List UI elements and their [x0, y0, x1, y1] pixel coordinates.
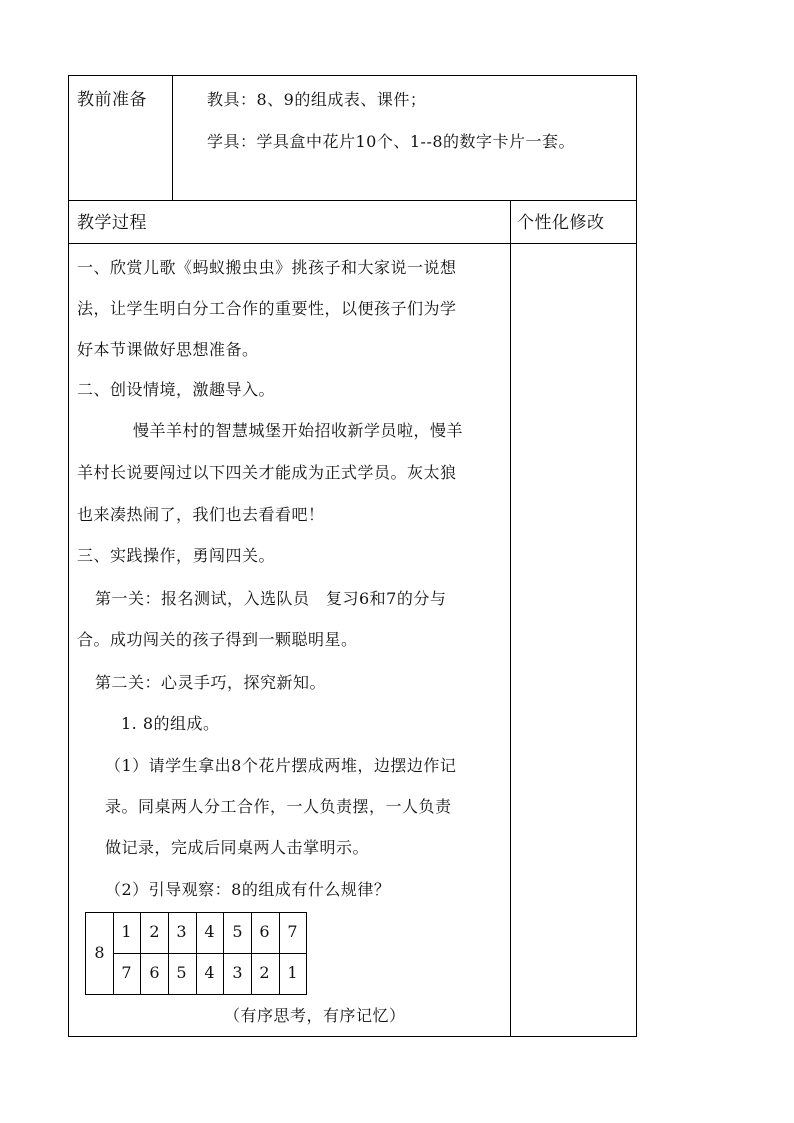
body-line: （2）引导观察：8的组成有什么规律？ — [105, 880, 391, 899]
side-header: 个性化修改 — [517, 213, 605, 233]
comp-bottom-cell: 3 — [232, 963, 243, 982]
body-line: 法，让学生明白分工合作的重要性，以便孩子们为学 — [77, 299, 457, 318]
table-border-top — [68, 75, 636, 76]
body-line: 1. 8的组成。 — [121, 714, 220, 733]
body-line: 慢羊羊村的智慧城堡开始招收新学员啦，慢羊 — [133, 421, 464, 440]
comp-line-v8 — [306, 912, 307, 995]
comp-bottom-cell: 2 — [259, 963, 270, 982]
prep-label: 教前准备 — [77, 90, 147, 110]
comp-top-cell: 4 — [204, 922, 215, 941]
body-line: 合。成功闯关的孩子得到一颗聪明星。 — [77, 630, 358, 649]
comp-top-cell: 2 — [149, 922, 160, 941]
table-border-right — [636, 75, 637, 1037]
comp-bottom-cell: 4 — [204, 963, 215, 982]
body-line: 录。同桌两人分工合作，一人负责摆，一人负责 — [105, 797, 452, 816]
table-border-row1 — [68, 200, 636, 201]
body-line: 好本节课做好思想准备。 — [77, 340, 259, 359]
comp-bottom-cell: 6 — [149, 963, 160, 982]
body-line: 二、创设情境，激趣导入。 — [77, 380, 276, 399]
table-border-bottom — [68, 1036, 636, 1037]
comp-bottom-cell: 7 — [121, 963, 132, 982]
comp-bottom-cell: 1 — [287, 963, 298, 982]
process-header: 教学过程 — [77, 213, 147, 233]
comp-bottom-cell: 5 — [176, 963, 187, 982]
comp-line-mid — [113, 953, 307, 954]
body-line: 也来凑热闹了，我们也去看看吧！ — [77, 505, 325, 524]
body-line: 羊村长说要闯过以下四关才能成为正式学员。灰太狼 — [77, 463, 457, 482]
footer-note: （有序思考，有序记忆） — [224, 1006, 406, 1025]
body-line: 三、实践操作，勇闯四关。 — [77, 546, 276, 565]
body-line: 第二关：心灵手巧，探究新知。 — [95, 673, 327, 692]
comp-total: 8 — [94, 943, 105, 962]
body-line: （1）请学生拿出8个花片摆成两堆，边摆边作记 — [105, 756, 457, 775]
comp-top-cell: 6 — [259, 922, 270, 941]
body-line: 一、欣赏儿歌《蚂蚁搬虫虫》挑孩子和大家说一说想 — [77, 258, 457, 277]
comp-top-cell: 7 — [287, 922, 298, 941]
comp-top-cell: 1 — [121, 922, 132, 941]
body-line: 做记录，完成后同桌两人击掌明示。 — [105, 838, 370, 857]
comp-top-cell: 3 — [176, 922, 187, 941]
table-border-left — [68, 75, 69, 1037]
comp-top-cell: 5 — [232, 922, 243, 941]
body-line: 第一关：报名测试，入选队员 复习6和7的分与 — [95, 589, 447, 608]
prep-teaching-aids: 教具：8、9的组成表、课件； — [207, 90, 427, 109]
table-border-row2 — [68, 243, 636, 244]
prep-divider — [172, 75, 173, 200]
prep-learning-aids: 学具：学具盒中花片10个、1--8的数字卡片一套。 — [207, 132, 576, 151]
side-column-divider — [510, 200, 511, 1037]
